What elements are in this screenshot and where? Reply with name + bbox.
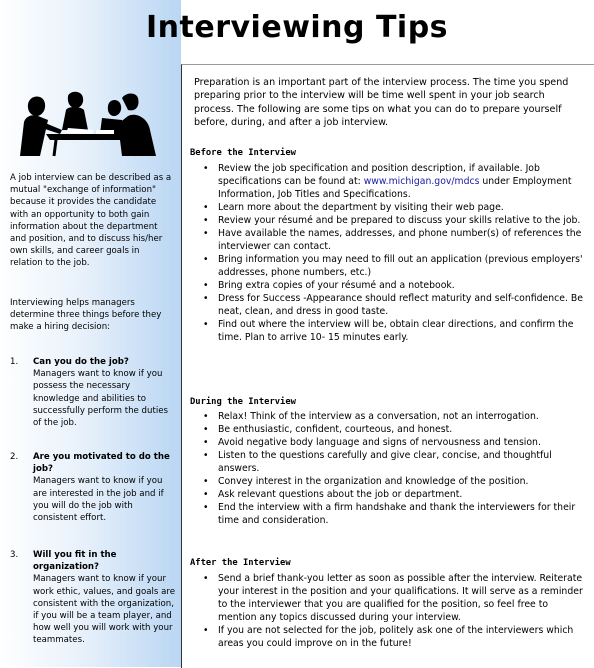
list-item: • Relax! Think of the interview as a conversation, not an interrogation. [194, 410, 589, 423]
question-item-1 [10, 356, 175, 429]
list-item: • Be enthusiastic, confident, courteous, and honest. [194, 423, 589, 436]
main-content [181, 64, 594, 668]
mdcs-link[interactable]: www.michigan.gov/mdcs [363, 176, 480, 187]
sidebar-intro-text: A job interview can be described as a mutual "exchange of information" because it provides the candidate with an opportunity to both gain information about the department and position, and to discuss his/her own skills, and career goals in relation to the job. [10, 173, 172, 269]
list-item: • Review your résumé and be prepared to discuss your skills relative to the job. [194, 214, 589, 227]
list-item [194, 162, 589, 201]
list-item: • Ask relevant questions about the job or department. [194, 488, 589, 501]
list-item: • Convey interest in the organization and knowledge of the position. [194, 475, 589, 488]
question-text: Managers want to know if you possess the necessary knowledge and abilities to successfully perform the duties of the job. [33, 369, 168, 429]
after-interview-heading: After the Interview [190, 558, 291, 568]
before-interview-list [194, 162, 589, 344]
before-interview-heading: Before the Interview [190, 148, 296, 158]
list-item: • Send a brief thank-you letter as soon as possible after the interview. Reiterate your interest in the position and your qualifications. It will serve as a reminder to the interviewer that you are qualified for the position, so feel free to mention any topics discussed during your interview. [194, 572, 589, 624]
question-item-3 [10, 549, 175, 647]
list-item: • Bring information you may need to fill out an application (previous employers' addresses, phone numbers, etc.) [194, 253, 589, 279]
question-text: Managers want to know if your work ethic, values, and goals are consistent with the organization, if you will be a team player, and how well you will work with your teammates. [33, 574, 175, 646]
during-interview-list [194, 410, 589, 527]
list-item: • Have available the names, addresses, and phone number(s) of references the interviewer can contact. [194, 227, 589, 253]
question-item-2 [10, 451, 175, 524]
sidebar-intro [10, 172, 172, 270]
sidebar-lead-text: Interviewing helps managers determine three things before they make a hiring decision: [10, 298, 162, 333]
list-item-text: under Employment Information, Job Titles and Specifications. [218, 176, 572, 200]
list-item: • Avoid negative body language and signs of nervousness and tension. [194, 436, 589, 449]
after-interview-list [194, 572, 589, 650]
question-title: Will you fit in the organization? [33, 550, 117, 573]
list-item: • If you are not selected for the job, politely ask one of the interviewers which areas you could improve on in the future! [194, 624, 589, 650]
list-item: • Listen to the questions carefully and give clear, concise, and thoughtful answers. [194, 449, 589, 475]
list-item: • Find out where the interview will be, obtain clear directions, and confirm the time. Plan to arrive 10- 15 minutes early. [194, 318, 589, 344]
during-interview-heading: During the Interview [190, 397, 296, 407]
list-item: • Learn more about the department by visiting their web page. [194, 201, 589, 214]
list-item: • End the interview with a firm handshake and thank the interviewers for their time and consideration. [194, 501, 589, 527]
interview-clipart [10, 90, 160, 158]
question-number: 2. [10, 452, 19, 462]
page-title: Interviewing Tips [146, 10, 449, 45]
list-item-text: Review the job specification and position description, if available. Job specifications can be found at: [218, 163, 540, 187]
question-number: 3. [10, 550, 19, 560]
list-item: • Bring extra copies of your résumé and a notebook. [194, 279, 589, 292]
question-title: Can you do the job? [33, 357, 129, 367]
question-number: 1. [10, 357, 19, 367]
sidebar-lead [10, 297, 172, 334]
question-text: Managers want to know if you are interested in the job and if you will do the job with consistent effort. [33, 476, 164, 524]
question-title: Are you motivated to do the job? [33, 452, 170, 475]
list-item: • Dress for Success -Appearance should reflect maturity and self-confidence. Be neat, clean, and dress in good taste. [194, 292, 589, 318]
intro-paragraph: Preparation is an important part of the interview process. The time you spend preparing prior to the interview will be time well spent in your job search process. The following are some tips on what you can do to prepare yourself before, during, and after a job interview. [194, 77, 569, 129]
